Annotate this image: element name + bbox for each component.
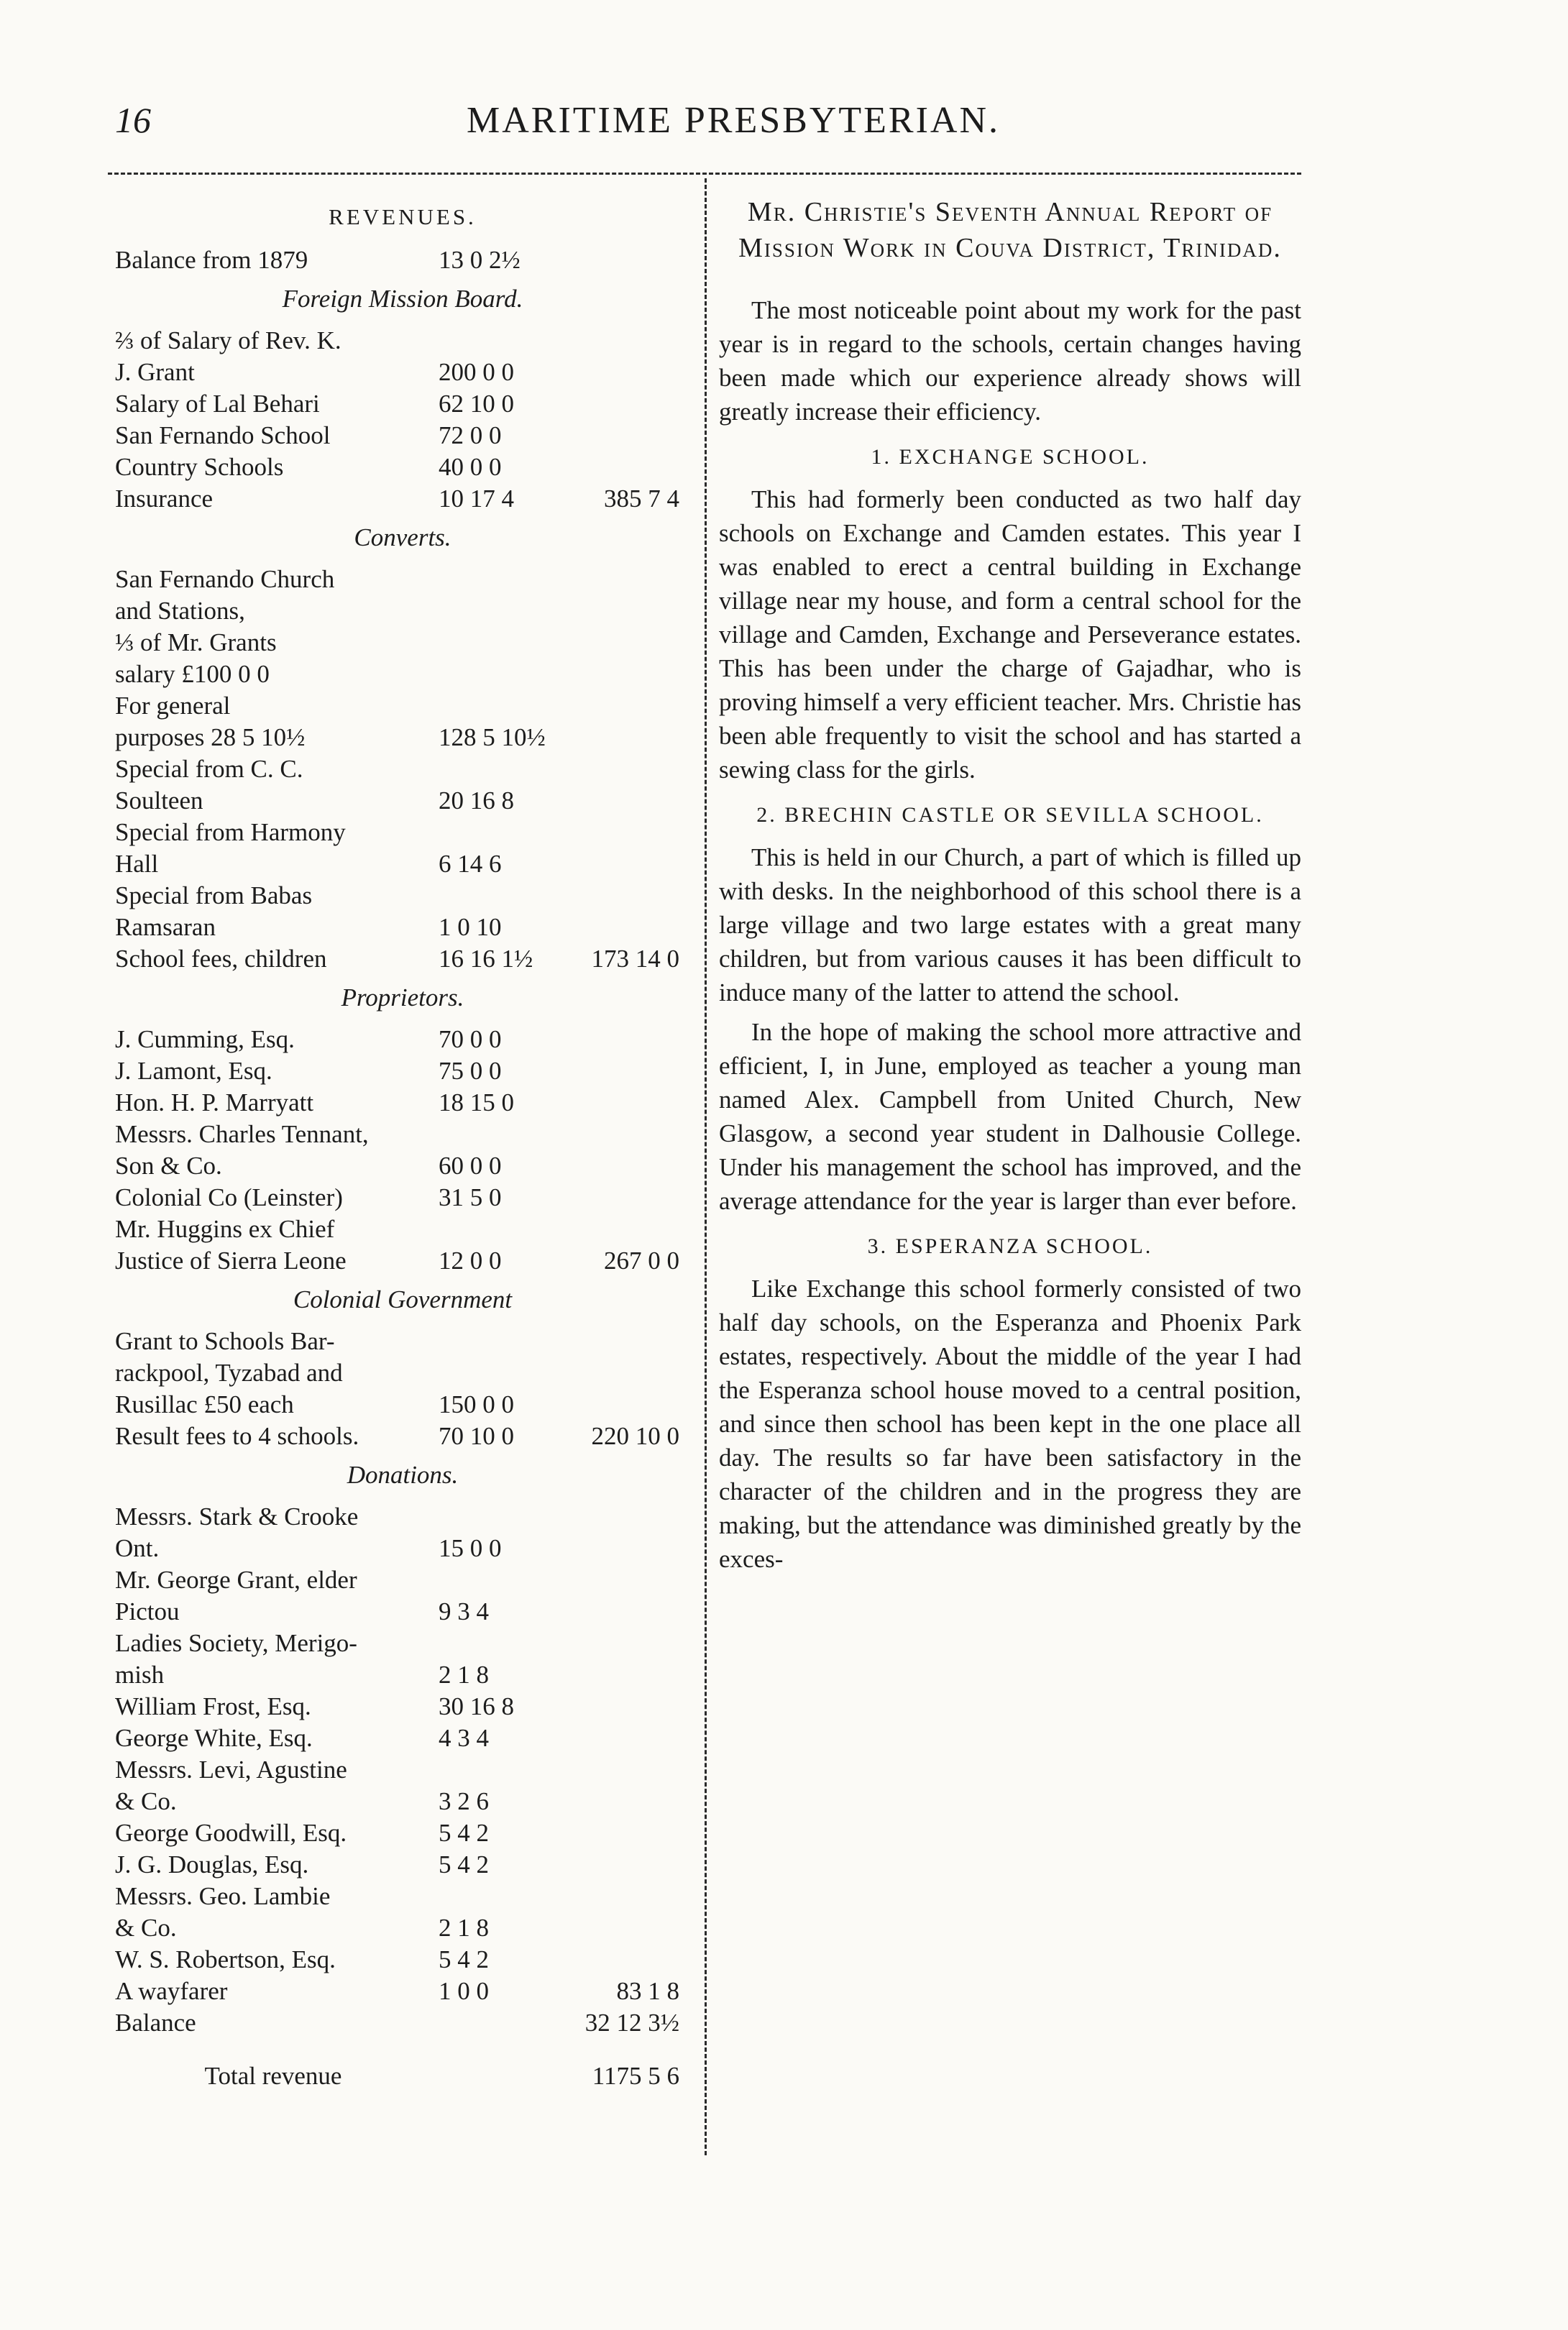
revenue-label: Messrs. Levi, Agustine & Co. [115, 1756, 347, 1815]
revenues-column [115, 194, 690, 2092]
revenue-label: Balance from 1879 [115, 246, 308, 274]
report-section-heading: 3. ESPERANZA SCHOOL. [867, 1234, 1153, 1258]
report-paragraph: Like Exchange this school formerly consisted of two half day schools, on the Esperanza and Phoenix Park estates, respectively. About the middle of the year I had the Esperanza school house moved to a central position, and since then school has been kept in the one place all day. The results so far have been satisfactory in the character of the children and in the progress they are making, but the attendance was diminished greatly by the exces- [719, 1275, 1301, 1573]
revenue-row [115, 1182, 690, 1214]
revenue-row [115, 1723, 690, 1754]
revenue-subheading: Donations. [347, 1461, 459, 1489]
revenue-amount: 3 2 6 [439, 1787, 489, 1815]
revenue-row [115, 564, 690, 753]
revenue-row [115, 1976, 690, 2007]
total-revenue-amount: 1175 5 6 [592, 2062, 679, 2090]
report-section-heading: 2. BRECHIN CASTLE OR SEVILLA SCHOOL. [756, 803, 1264, 827]
revenue-row [115, 1421, 690, 1452]
revenue-subtotal: 385 7 4 [604, 485, 679, 513]
revenue-row [115, 943, 690, 975]
revenue-row [115, 1817, 690, 1849]
page-number: 16 [115, 100, 151, 140]
revenue-amount: 60 0 0 [439, 1152, 502, 1180]
revenue-amount: 75 0 0 [439, 1057, 502, 1085]
revenue-subtotal: 32 12 3½ [584, 2009, 679, 2037]
revenue-amount: 70 10 0 [439, 1422, 514, 1450]
column-divider [705, 178, 707, 2155]
revenue-subheading: Foreign Mission Board. [282, 285, 523, 313]
revenue-label: Mr. George Grant, elder Pictou [115, 1566, 357, 1625]
revenue-amount: 150 0 0 [439, 1390, 514, 1418]
revenue-row [115, 1628, 690, 1691]
report-paragraph: In the hope of making the school more attractive and efficient, I, in June, employed as teacher a young man named Alex. Campbell from United Church, New Glasgow, a second year student in Dalhousie College. Under his management the school has improved, and the average attendance for the year is larger than ever before. [719, 1018, 1301, 1215]
revenue-row [115, 880, 690, 943]
revenue-row [115, 2007, 690, 2039]
revenue-label: George White, Esq. [115, 1724, 313, 1752]
report-section-heading: 1. EXCHANGE SCHOOL. [871, 445, 1150, 469]
revenue-amount: 12 0 0 [439, 1247, 502, 1275]
revenue-row [115, 817, 690, 880]
revenue-label: Grant to Schools Bar- rackpool, Tyzabad and Rusillac £50 each [115, 1327, 343, 1418]
revenue-subheading: Proprietors. [341, 983, 464, 1012]
revenue-label: Result fees to 4 schools. [115, 1422, 359, 1450]
revenue-amount: 31 5 0 [439, 1183, 502, 1211]
revenue-amount: 72 0 0 [439, 421, 502, 449]
revenue-label: School fees, children [115, 945, 327, 973]
revenue-subheading: Colonial Government [293, 1285, 513, 1313]
revenue-row [115, 1691, 690, 1723]
revenues-table [115, 244, 690, 2039]
revenue-amount: 16 16 1½ [439, 945, 533, 973]
revenue-row [115, 1944, 690, 1976]
revenue-subtotal: 173 14 0 [591, 945, 679, 973]
report-paragraph: This is held in our Church, a part of which is filled up with desks. In the neighborhood of this school there is a large village and two large estates with a great many children, but from various causes it has been difficult to induce many of the latter to attend the school. [719, 843, 1301, 1006]
running-title: MARITIME PRESBYTERIAN. [466, 100, 1001, 141]
revenue-label: Colonial Co (Leinster) [115, 1183, 343, 1211]
revenues-heading: REVENUES. [329, 204, 477, 229]
report-column [719, 194, 1301, 1582]
revenue-label: J. G. Douglas, Esq. [115, 1850, 309, 1879]
revenue-amount: 2 1 8 [439, 1661, 489, 1689]
revenue-amount: 10 17 4 [439, 485, 514, 513]
report-paragraph: This had formerly been conducted as two half day schools on Exchange and Camden estates. This year I was enabled to erect a central building in Exchange village near my house, and form a central school for the village and Camden, Exchange and Perseverance estates. This has been under the charge of Gajadhar, who is proving himself a very efficient teacher. Mrs. Christie has been able frequently to visit the school and has started a sewing class for the girls. [719, 485, 1301, 784]
revenue-row [115, 1024, 690, 1055]
revenue-row [115, 1501, 690, 1564]
revenue-label: George Goodwill, Esq. [115, 1819, 347, 1847]
report-body [719, 293, 1301, 1576]
revenue-label: A wayfarer [115, 1977, 228, 2005]
revenue-label: Special from C. C. Soulteen [115, 755, 303, 815]
revenue-row [115, 1849, 690, 1881]
revenue-row [115, 1087, 690, 1119]
revenue-subtotal: 267 0 0 [604, 1247, 679, 1275]
revenue-subtotal: 83 1 8 [616, 1977, 679, 2005]
revenue-row [115, 451, 690, 483]
revenue-label: J. Cumming, Esq. [115, 1025, 295, 1053]
revenue-row [115, 1881, 690, 1944]
revenue-row [115, 420, 690, 451]
revenue-label: Mr. Huggins ex Chief Justice of Sierra Leone [115, 1215, 347, 1275]
revenue-label: Salary of Lal Behari [115, 390, 320, 418]
revenue-amount: 1 0 10 [439, 913, 502, 941]
revenue-label: Balance [115, 2009, 196, 2037]
revenue-label: Insurance [115, 485, 214, 513]
revenue-row [115, 1754, 690, 1817]
revenue-amount: 128 5 10½ [439, 723, 546, 751]
header-rule [108, 173, 1301, 175]
revenue-row [115, 1564, 690, 1628]
revenue-label: Messrs. Geo. Lambie & Co. [115, 1882, 331, 1942]
revenue-label: San Fernando Church and Stations, ⅓ of Mr. Grants salary £100 0 0 For general purposes 28 5 10½ [115, 565, 335, 751]
revenue-label: Hon. H. P. Marryatt [115, 1088, 314, 1116]
revenue-amount: 5 4 2 [439, 1819, 489, 1847]
revenue-amount: 5 4 2 [439, 1850, 489, 1879]
revenue-label: Messrs. Charles Tennant, Son & Co. [115, 1120, 369, 1180]
report-title: Mr. Christie's Seventh Annual Report of Mission Work in Couva District, Trinidad. [738, 197, 1282, 263]
revenue-label: William Frost, Esq. [115, 1692, 311, 1720]
revenue-amount: 200 0 0 [439, 358, 514, 386]
revenue-amount: 4 3 4 [439, 1724, 489, 1752]
revenue-label: Messrs. Stark & Crooke Ont. [115, 1503, 359, 1562]
revenue-label: ⅔ of Salary of Rev. K. J. Grant [115, 326, 341, 386]
revenue-row [115, 753, 690, 817]
revenue-amount: 5 4 2 [439, 1945, 489, 1973]
revenue-label: Ladies Society, Merigo- mish [115, 1629, 357, 1689]
revenue-subheading: Converts. [354, 523, 451, 551]
revenue-amount: 20 16 8 [439, 786, 514, 815]
revenue-row [115, 1055, 690, 1087]
revenue-amount: 1 0 0 [439, 1977, 489, 2005]
revenue-amount: 62 10 0 [439, 390, 514, 418]
total-revenue-label: Total revenue [204, 2062, 342, 2090]
revenue-amount: 70 0 0 [439, 1025, 502, 1053]
revenue-label: Country Schools [115, 453, 284, 481]
revenue-amount: 9 3 4 [439, 1597, 489, 1625]
revenue-row [115, 483, 690, 515]
revenue-label: Special from Babas Ramsaran [115, 881, 313, 941]
revenue-row [115, 388, 690, 420]
revenue-row [115, 325, 690, 388]
revenue-amount: 6 14 6 [439, 850, 502, 878]
revenue-amount: 40 0 0 [439, 453, 502, 481]
revenue-amount: 18 15 0 [439, 1088, 514, 1116]
total-revenue-row [115, 2060, 690, 2092]
revenue-label: J. Lamont, Esq. [115, 1057, 272, 1085]
revenue-amount: 30 16 8 [439, 1692, 514, 1720]
revenue-amount: 15 0 0 [439, 1534, 502, 1562]
revenue-row [115, 1326, 690, 1421]
revenue-row [115, 1214, 690, 1277]
revenue-amount: 2 1 8 [439, 1914, 489, 1942]
revenue-subtotal: 220 10 0 [591, 1422, 679, 1450]
revenue-label: W. S. Robertson, Esq. [115, 1945, 336, 1973]
revenue-label: Special from Harmony Hall [115, 818, 346, 878]
revenue-label: San Fernando School [115, 421, 331, 449]
revenue-amount: 13 0 2½ [439, 246, 521, 274]
revenue-row [115, 1119, 690, 1182]
revenue-row [115, 244, 690, 276]
report-paragraph: The most noticeable point about my work for the past year is in regard to the schools, certain changes having been made which our experience already shows will greatly increase their efficiency. [719, 296, 1301, 426]
page-header [93, 99, 1373, 157]
